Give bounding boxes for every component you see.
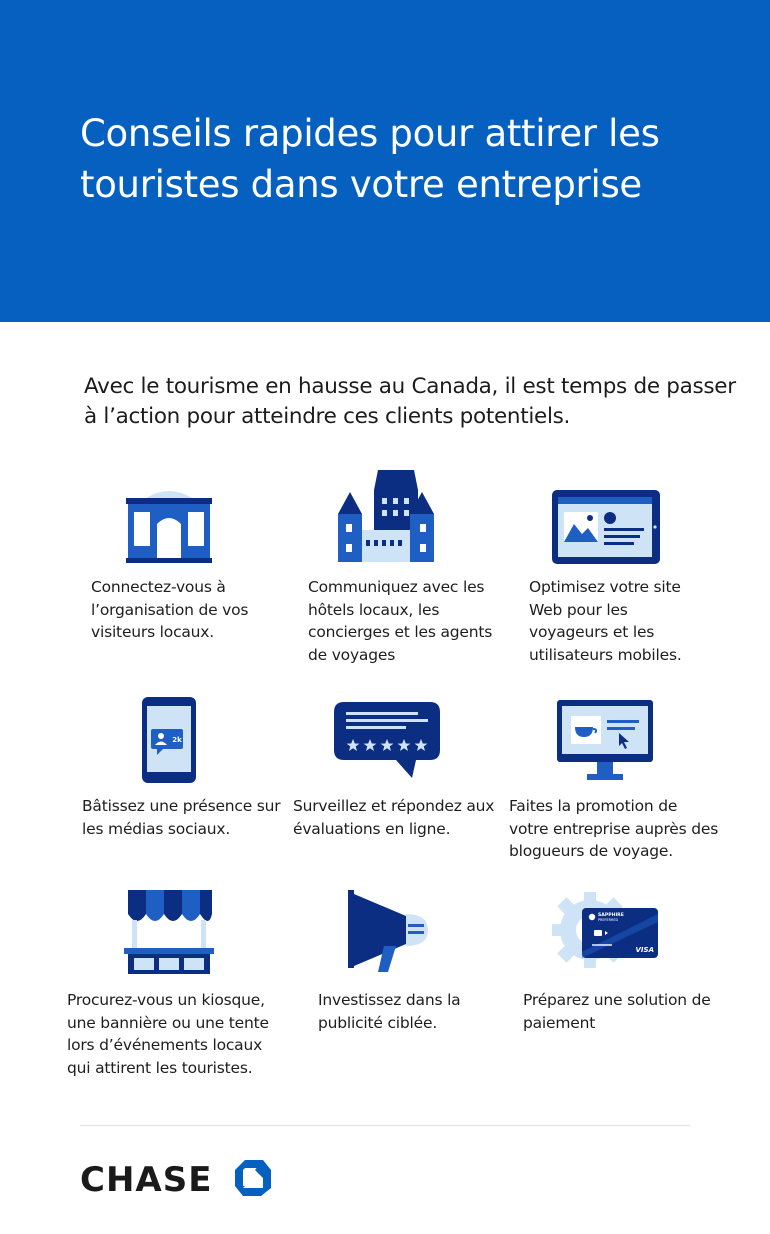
megaphone-icon	[344, 890, 432, 972]
tip-text: Communiquez avec les hôtels locaux, les concierges et les agents de voyages	[308, 578, 493, 665]
tip-text: Investissez dans la publicité ciblée.	[318, 991, 461, 1032]
tip-text: Faites la promotion de votre entreprise auprès des blogueurs de voyage.	[509, 797, 719, 861]
footer-divider	[80, 1125, 690, 1126]
badge-count: 2k	[172, 736, 182, 744]
storefront-icon	[124, 488, 214, 564]
hero-banner	[0, 0, 770, 322]
tip-text: Bâtissez une présence sur les médias sociaux.	[82, 797, 281, 838]
logo-wordmark: CHASE	[80, 1160, 213, 1200]
card-brand: SAPPHIRE	[598, 913, 624, 918]
hotel-castle-icon	[336, 470, 436, 564]
card-sub: PREFERRED	[598, 918, 619, 922]
tablet-website-icon	[552, 490, 660, 564]
monitor-blog-icon	[557, 700, 653, 782]
kiosk-awning-icon	[124, 890, 214, 974]
tip-text: Connectez-vous à l’organisation de vos visiteurs locaux.	[91, 578, 249, 642]
tip-text: Procurez-vous un kiosque, une bannière ou une tente lors d’événements locaux qui attirent les touristes.	[67, 991, 269, 1078]
phone-social-icon	[142, 697, 196, 783]
chase-octagon-icon	[235, 1160, 271, 1196]
tip-text: Optimisez votre site Web pour les voyageurs et les utilisateurs mobiles.	[529, 578, 682, 665]
review-stars-icon	[334, 702, 440, 780]
payment-card-icon	[552, 892, 662, 968]
tip-text: Surveillez et répondez aux évaluations en ligne.	[293, 797, 495, 838]
tip-text: Préparez une solution de paiement	[523, 991, 711, 1032]
intro-text: Avec le tourisme en hausse au Canada, il est temps de passer à l’action pour atteindre ces clients potentiels.	[84, 374, 736, 429]
card-network: VISA	[635, 946, 654, 954]
page-title: Conseils rapides pour attirer les touristes dans votre entreprise	[80, 112, 660, 206]
